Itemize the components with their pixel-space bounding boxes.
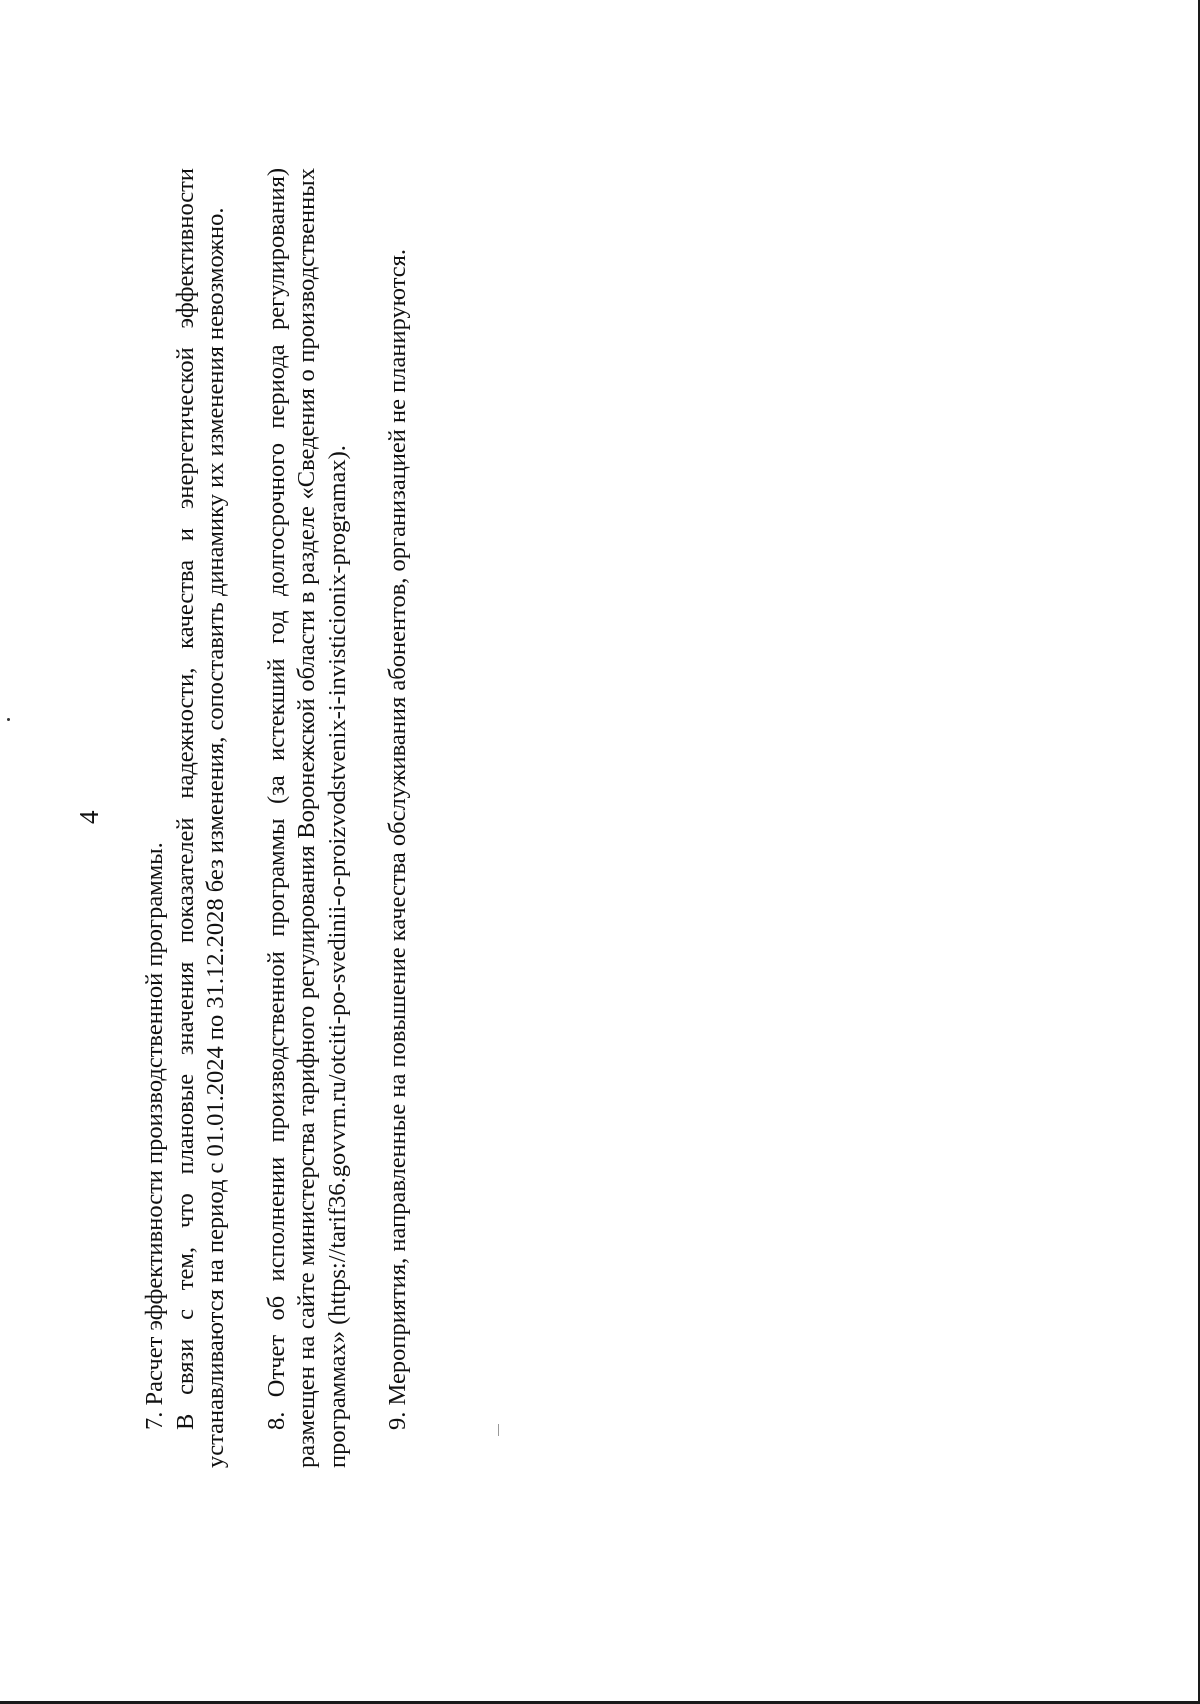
- section-7-heading: 7. Расчет эффективности производственной программы.: [141, 842, 168, 1430]
- section-8-text: 8. Отчет об исполнении производственной программы (за истекший год долгосрочного периода регулирования) размещен на сайте министерства тарифного регулирования Воронежской области в разделе «Сведения о производственных программах» (https://tarif36.govvrn.ru/otciti-po-svedinii-o-proizvodstvenix-i-invisticionix-programax).: [262, 168, 351, 1468]
- page-number: 4: [74, 810, 104, 824]
- paragraph-gap: [232, 168, 262, 1468]
- paragraph-gap: [353, 168, 383, 1468]
- document-body: [140, 168, 414, 1468]
- section-9-text: 9. Мероприятия, направленные на повышение качества обслуживания абонентов, организацией не планируются.: [384, 248, 411, 1430]
- section-7-text: В связи с тем, что плановые значения показателей надежности, качества и энергетической эффективности устанавливаются на период с 01.01.2024 по 31.12.2028 без изменения, сопоставить динамику их изменения невозможно.: [171, 168, 229, 1468]
